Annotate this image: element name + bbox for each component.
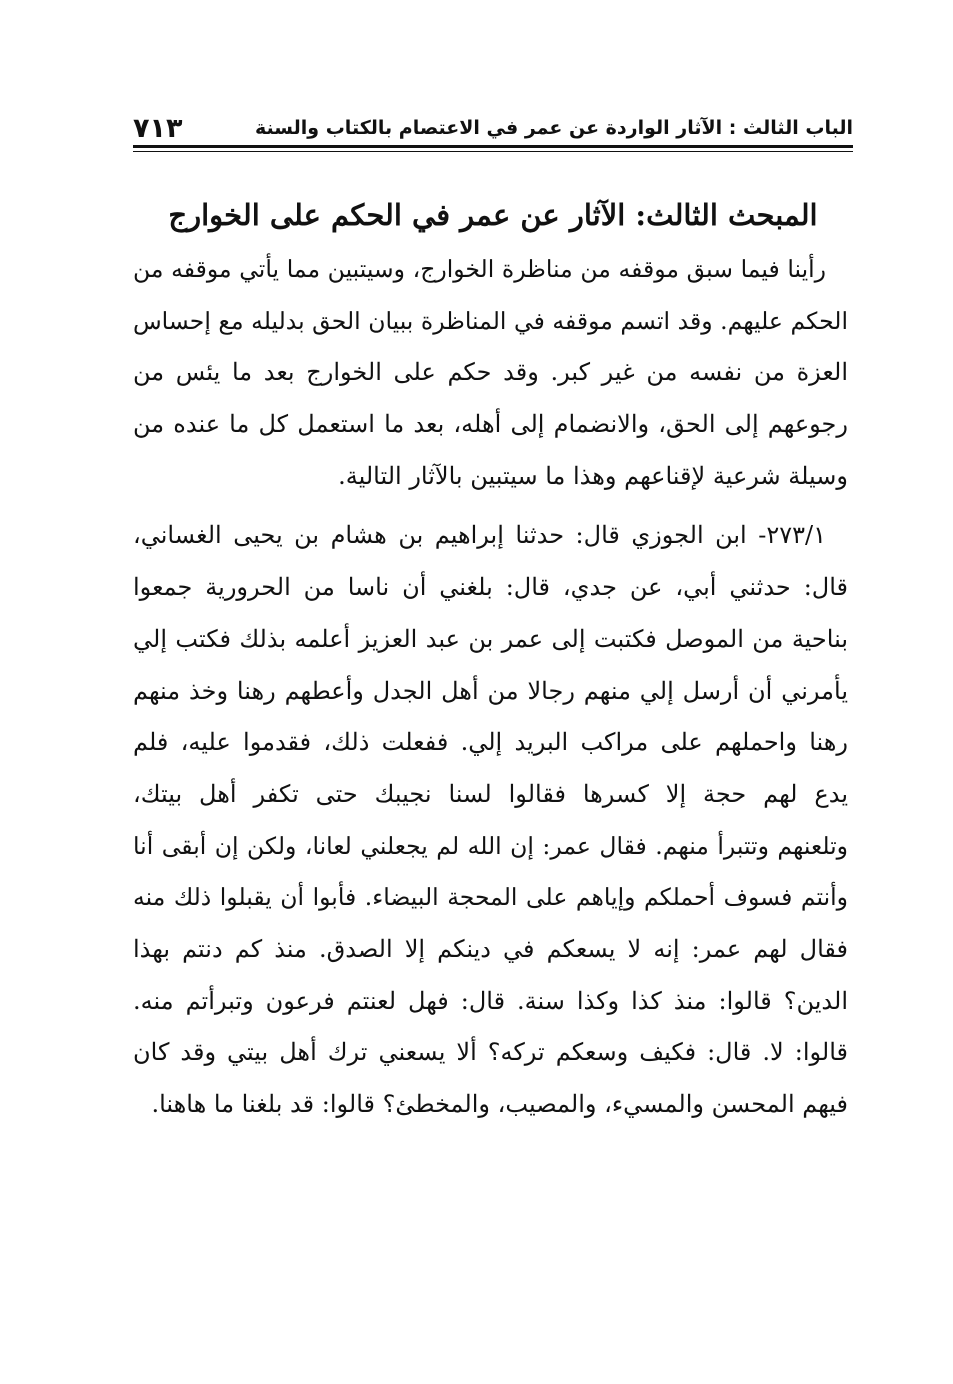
running-header-title: الباب الثالث : الآثار الواردة عن عمر في الاعتصام بالكتاب والسنة	[255, 117, 853, 139]
text-line: فيهم المحسن والمسيء، والمصيب، والمخطئ؟ قالوا: قد بلغنا ما هاهنا.	[151, 1090, 848, 1118]
text-line: بناحية من الموصل فكتبت إلى عمر بن عبد العزيز أعلمه بذلك فكتب إلي	[133, 624, 848, 653]
text-line: الدين؟ قالوا: منذ كذا وكذا سنة. قال: فهل لعنتم فرعون وتبرأتم منه.	[133, 986, 848, 1015]
text-line: يأمرني أن أرسل إلي منهم رجالا من أهل الجدل وأعطهم رهنا وخذ منهم	[133, 676, 848, 705]
section-heading: المبحث الثالث: الآثار عن عمر في الحكم على الخوارج	[168, 198, 818, 232]
paragraph-athar-273	[133, 510, 848, 1130]
body-text	[133, 244, 848, 1131]
text-line: قال: حدثني أبي، عن جدي، قال: بلغني أن ناسا من الحرورية جمعوا	[133, 573, 849, 602]
text-line: يدع لهم حجة إلا كسرها فقالوا لسنا نجيبك حتى تكفر أهل بيتك،	[133, 779, 848, 808]
paragraph-gap	[133, 502, 848, 510]
text-line: وتلعنهم وتتبرأ منهم. فقال عمر: إن الله لم يجعلني لعانا، ولكن إن أبقى أنا	[133, 831, 848, 860]
header-rule-thick	[133, 145, 853, 148]
text-line: رأينا فيما سبق موقفه من مناظرة الخوارج، وسيتبين مما يأتي موقفه من	[133, 255, 826, 283]
text-line: رهنا واحملهم على مراكب البريد إلي. ففعلت ذلك، فقدموا عليه، فلم	[133, 728, 848, 757]
page-number: ٧١٣	[133, 112, 183, 144]
header-rule-thin	[133, 151, 853, 152]
text-line: ٢٧٣/١- ابن الجوزي قال: حدثنا إبراهيم بن هشام بن يحيى الغساني،	[133, 521, 826, 550]
text-line: الحكم عليهم. وقد اتسم موقفه في المناظرة ببيان الحق بدليله مع إحساس	[133, 306, 848, 335]
paragraph-intro	[133, 244, 848, 502]
text-line: وسيلة شرعية لإقناعهم وهذا ما سيتبين بالآثار التالية.	[338, 461, 848, 490]
text-line: قالوا: لا. قال: فكيف وسعكم تركه؟ ألا يسعني ترك أهل بيتي وقد كان	[133, 1038, 848, 1067]
text-line: العزة من نفسه من غير كبر. وقد حكم على الخوارج بعد ما يئس من	[133, 358, 848, 387]
text-line: فقال لهم عمر: إنه لا يسعكم في دينكم إلا الصدق. منذ كم دنتم بهذا	[133, 934, 848, 963]
text-line: وأنتم فسوف أحملكم وإياهم على المحجة البيضاء. فأبوا أن يقبلوا ذلك منه	[133, 883, 848, 912]
text-line: رجوعهم إلى الحق، والانضمام إلى أهله، بعد ما استعمل كل ما عنده من	[133, 410, 848, 439]
running-header	[133, 108, 853, 148]
